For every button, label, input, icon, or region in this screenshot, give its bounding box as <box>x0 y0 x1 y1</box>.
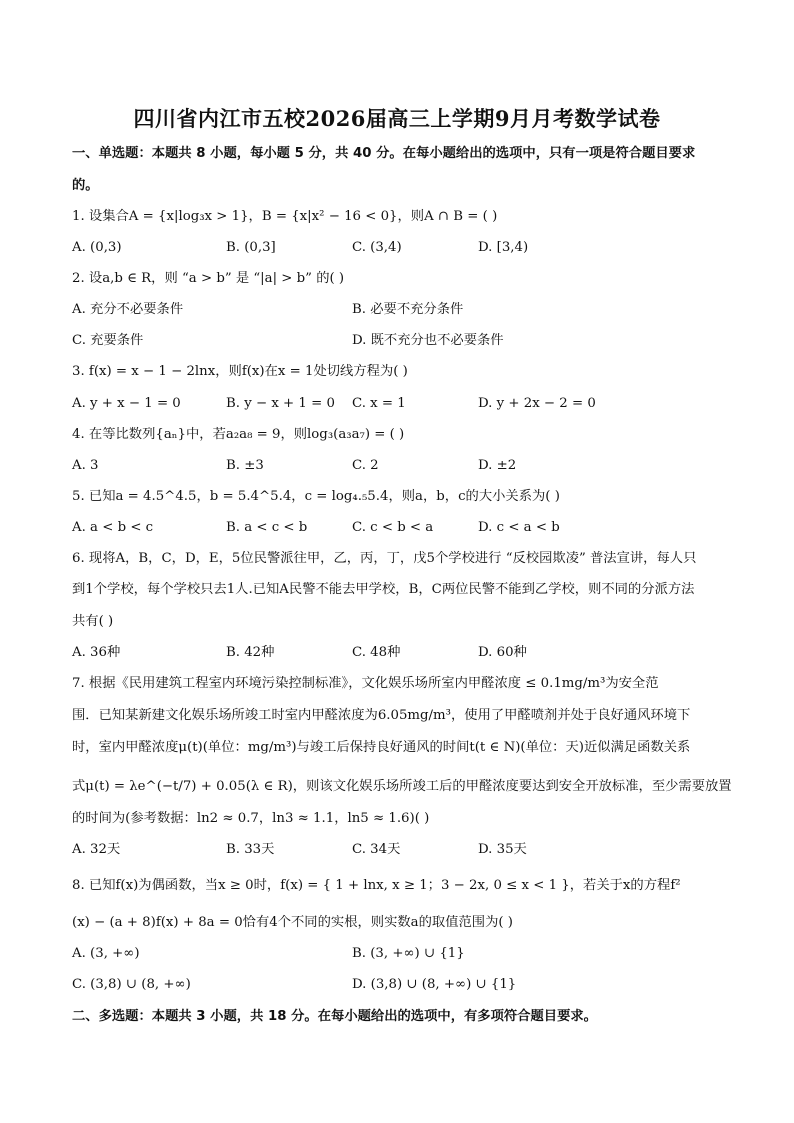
option-c: C. 48种 <box>352 645 401 660</box>
question-2-stem: 2. 设a,b ∈ R，则 “a > b” 是 “|a| > b” 的( ) <box>72 271 345 286</box>
option-d: D. [3,4) <box>478 240 529 255</box>
question-5-stem: 5. 已知a = 4.5^4.5，b = 5.4^5.4，c = log₄.₅5.4，则a，b，c的大小关系为( ) <box>72 489 560 504</box>
option-b: B. y − x + 1 = 0 <box>226 396 335 411</box>
question-2-options-row1 <box>72 300 732 320</box>
question-3-stem: 3. f(x) = x − 1 − 2lnx，则f(x)在x = 1处切线方程为( ) <box>72 364 408 379</box>
option-b: B. 42种 <box>226 645 275 660</box>
option-c: C. 34天 <box>352 842 401 857</box>
option-a: A. a < b < c <box>72 520 154 535</box>
option-b: B. ±3 <box>226 458 264 473</box>
question-7-line3: 时，室内甲醛浓度μ(t)(单位：mg/m³)与竣工后保持良好通风的时间t(t ∈ N)(单位：天)近似满足函数关系 <box>72 740 691 755</box>
question-4-stem: 4. 在等比数列{aₙ}中，若a₂a₈ = 9，则log₃(a₃a₇) = ( ) <box>72 427 405 442</box>
option-b: B. a < c < b <box>226 520 308 535</box>
option-c: C. x = 1 <box>352 396 406 411</box>
option-a: A. 32天 <box>72 842 121 857</box>
section-heading-2: 二、多选题：本题共 3 小题，共 18 分。在每小题给出的选项中，有多项符合题目要求。 <box>72 1009 597 1024</box>
question-4-options <box>72 456 732 476</box>
question-1-options <box>72 238 732 258</box>
option-a: A. 充分不必要条件 <box>72 302 184 317</box>
question-8-line2: (x) − (a + 8)f(x) + 8a = 0恰有4个不同的实根，则实数a的取值范围为( ) <box>72 915 513 930</box>
question-1-stem: 1. 设集合A = {x|log₃x > 1}，B = {x|x² − 16 < 0}，则A ∩ B = ( ) <box>72 209 498 224</box>
option-d: D. y + 2x − 2 = 0 <box>478 396 596 411</box>
option-b: B. 33天 <box>226 842 275 857</box>
question-2-options-row2 <box>72 331 732 351</box>
option-d: D. 既不充分也不必要条件 <box>352 333 504 348</box>
option-d: D. (3,8) ∪ (8, +∞) ∪ {1} <box>352 977 517 992</box>
question-6-line2: 到1个学校，每个学校只去1人.已知A民警不能去甲学校，B，C两位民警不能到乙学校，则不同的分派方法 <box>72 582 695 597</box>
question-8-options-row2 <box>72 975 732 995</box>
option-a: A. 3 <box>72 458 99 473</box>
page-title: 四川省内江市五校2026届高三上学期9月月考数学试卷 <box>133 106 661 131</box>
option-d: D. c < a < b <box>478 520 560 535</box>
option-d: D. 60种 <box>478 645 527 660</box>
question-6-line3: 共有( ) <box>72 614 114 629</box>
option-c: C. (3,8) ∪ (8, +∞) <box>72 977 191 992</box>
question-3-options <box>72 394 732 414</box>
option-a: A. y + x − 1 = 0 <box>72 396 181 411</box>
question-7-line1: 7. 根据《民用建筑工程室内环境污染控制标准》，文化娱乐场所室内甲醛浓度 ≤ 0.1mg/m³为安全范 <box>72 676 659 691</box>
option-b: B. (0,3] <box>226 240 276 255</box>
question-7-options <box>72 840 732 860</box>
option-b: B. 必要不充分条件 <box>352 302 464 317</box>
option-d: D. ±2 <box>478 458 517 473</box>
question-7-line5: 的时间为(参考数据：ln2 ≈ 0.7，ln3 ≈ 1.1，ln5 ≈ 1.6)( ) <box>72 811 430 826</box>
section-heading-1-cont: 的。 <box>72 178 99 193</box>
option-a: A. 36种 <box>72 645 121 660</box>
option-d: D. 35天 <box>478 842 527 857</box>
question-8-line1: 8. 已知f(x)为偶函数，当x ≥ 0时，f(x) = { 1 + lnx, x ≥ 1；3 − 2x, 0 ≤ x < 1 }，若关于x的方程f² <box>72 878 681 893</box>
question-7-line2: 围．已知某新建文化娱乐场所竣工时室内甲醛浓度为6.05mg/m³，使用了甲醛喷剂并处于良好通风环境下 <box>72 708 691 723</box>
option-c: C. c < b < a <box>352 520 434 535</box>
question-5-options <box>72 518 732 538</box>
option-a: A. (3, +∞) <box>72 946 140 961</box>
section-heading-1: 一、单选题：本题共 8 小题，每小题 5 分，共 40 分。在每小题给出的选项中，只有一项是符合题目要求 <box>72 146 696 161</box>
option-c: C. 充要条件 <box>72 333 144 348</box>
option-c: C. 2 <box>352 458 379 473</box>
option-b: B. (3, +∞) ∪ {1} <box>352 946 465 961</box>
question-6-line1: 6. 现将A，B，C，D，E，5位民警派往甲，乙，丙，丁，戊5个学校进行 “反校园欺凌” 普法宣讲，每人只 <box>72 551 697 566</box>
option-c: C. (3,4) <box>352 240 402 255</box>
option-a: A. (0,3) <box>72 240 122 255</box>
question-8-options-row1 <box>72 944 732 964</box>
question-6-options <box>72 643 732 663</box>
question-7-line4: 式μ(t) = λe^(−t/7) + 0.05(λ ∈ R)，则该文化娱乐场所竣工后的甲醛浓度要达到安全开放标准，至少需要放置 <box>72 779 732 794</box>
